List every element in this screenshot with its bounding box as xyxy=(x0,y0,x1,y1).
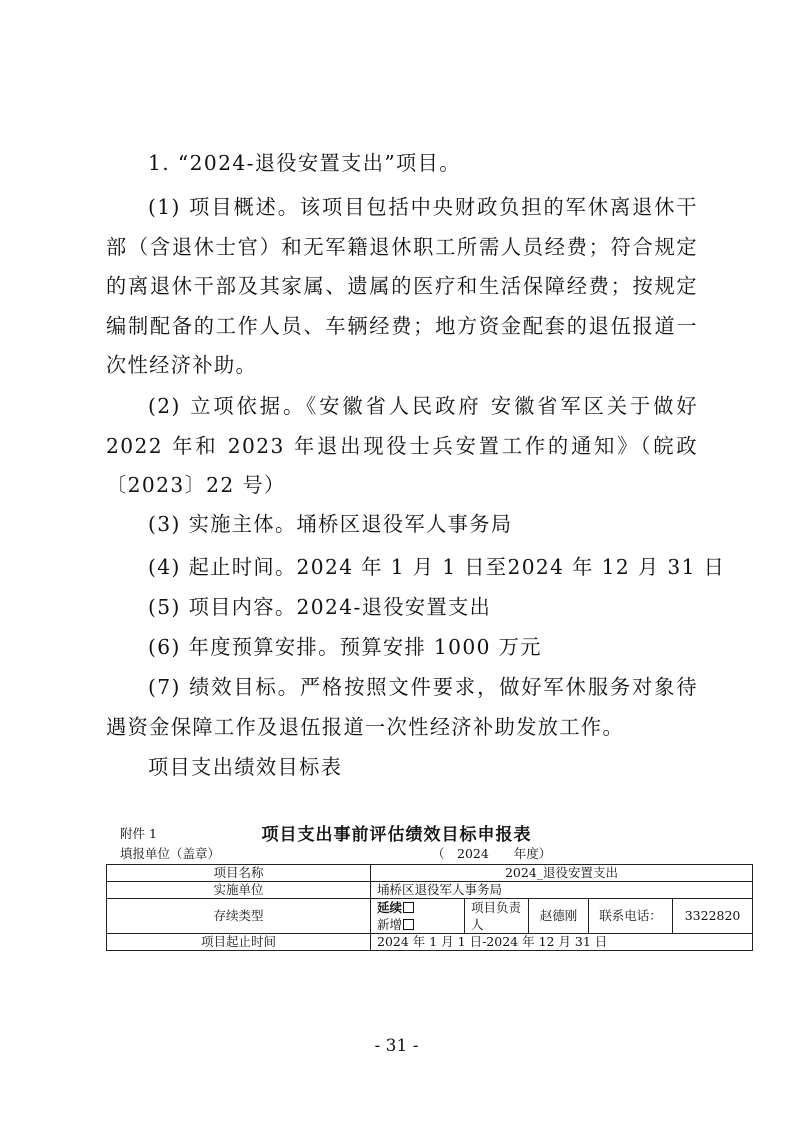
paragraph-implementer: (3) 实施主体。埇桥区退役军人事务局 xyxy=(148,512,513,536)
period-value: 2024 年 1 月 1 日-2024 年 12 月 31 日 xyxy=(371,934,753,951)
impl-unit-value: 埇桥区退役军人事务局 xyxy=(371,882,753,899)
paragraph-basis: (2) 立项依据。《安徽省人民政府 安徽省军区关于做好 2022 年和 2023 年退出现役士兵安置工作的通知》（皖政〔2023〕22 号） xyxy=(106,394,698,497)
paragraph-period: (4) 起止时间。2024 年 1 月 1 日至2024 年 12 月 31 日 xyxy=(148,555,726,579)
phone-value: 3322820 xyxy=(673,899,753,934)
checkbox-icon[interactable] xyxy=(403,902,414,913)
paragraph-goal: (7) 绩效目标。严格按照文件要求，做好军休服务对象待遇资金保障工作及退伍报道一次性经济补助发放工作。 xyxy=(106,675,698,739)
type-new-option[interactable]: 新增 xyxy=(377,916,458,933)
paragraph-content: (5) 项目内容。2024-退役安置支出 xyxy=(148,595,492,619)
table-row xyxy=(107,899,753,934)
paragraph-budget: (6) 年度预算安排。预算安排 1000 万元 xyxy=(148,635,542,659)
project-name-label: 项目名称 xyxy=(107,865,371,882)
unit-label: 填报单位（盖章） xyxy=(120,846,221,861)
period-label: 项目起止时间 xyxy=(107,934,371,951)
manager-label: 项目负责人 xyxy=(465,899,529,934)
table-row xyxy=(107,865,753,882)
checkbox-icon[interactable] xyxy=(403,919,414,930)
phone-label: 联系电话： xyxy=(589,899,673,934)
page-number: - 31 - xyxy=(374,1036,419,1056)
table-caption: 项目支出绩效目标表 xyxy=(148,755,343,779)
project-name-value: 2024_退役安置支出 xyxy=(371,865,753,882)
paragraph-overview: (1) 项目概述。该项目包括中央财政负担的军休离退休干部（含退休士官）和无军籍退休职工所需人员经费；符合规定的离退休干部及其家属、遗属的医疗和生活保障经费；按规定编制配备的工作人员、车辆经费；地方资金配套的退伍报道一次性经济补助。 xyxy=(106,195,698,377)
table-row xyxy=(107,882,753,899)
form-title: 项目支出事前评估绩效目标申报表 xyxy=(261,825,532,845)
year-label: （ 2024 年度） xyxy=(432,846,552,861)
impl-unit-label: 实施单位 xyxy=(107,882,371,899)
type-continue-option[interactable]: 延续 xyxy=(377,899,458,916)
type-label: 存续类型 xyxy=(107,899,371,934)
manager-value: 赵德刚 xyxy=(529,899,589,934)
application-form-table xyxy=(106,864,753,951)
attachment-label: 附件 1 xyxy=(120,826,157,841)
type-options xyxy=(371,899,465,934)
table-row xyxy=(107,934,753,951)
section-heading: 1. “2024-退役安置支出”项目。 xyxy=(148,151,461,175)
